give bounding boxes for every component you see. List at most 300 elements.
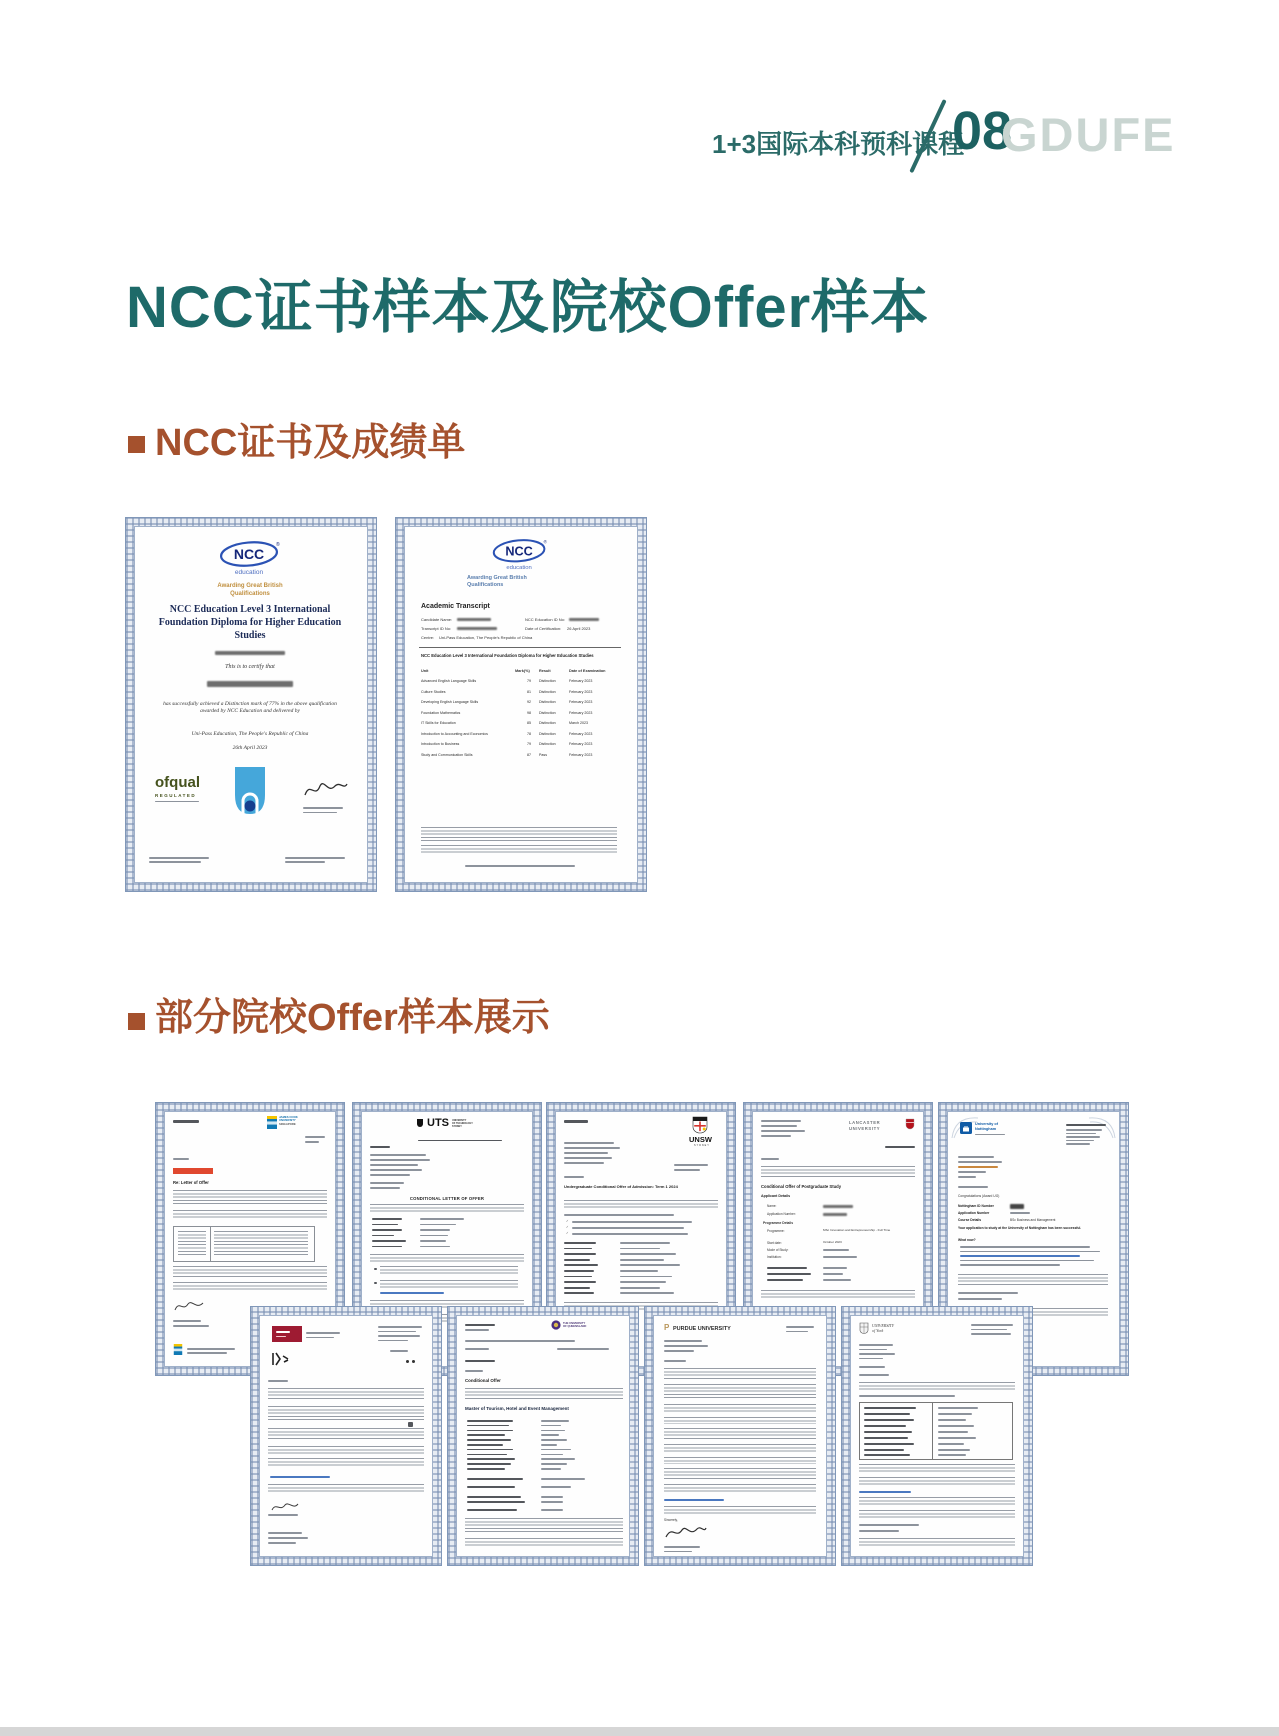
ncc-tagline-1: Awarding Great British <box>217 583 283 589</box>
text-line <box>378 1326 422 1328</box>
text-line <box>938 1449 970 1451</box>
text-line <box>467 1449 513 1451</box>
transcript-cell: Introduction to Business <box>421 742 460 746</box>
uts-logo-sub3: SYDNEY <box>452 1125 462 1128</box>
text-line <box>420 1224 456 1226</box>
text-line <box>372 1218 402 1220</box>
paragraph-lines <box>173 1266 327 1278</box>
paragraph-lines <box>859 1538 1015 1546</box>
paragraph-lines <box>761 1290 915 1300</box>
lancaster-shield-icon <box>905 1118 915 1130</box>
text-line <box>149 861 201 863</box>
text-line <box>564 1157 612 1159</box>
transcript-cell: February 2023 <box>569 731 593 736</box>
text-line <box>958 1166 998 1168</box>
text-line <box>408 1422 413 1427</box>
paragraph-lines <box>268 1388 424 1400</box>
paragraph-lines <box>859 1464 1015 1473</box>
text-line <box>370 1169 422 1171</box>
text-line <box>1066 1136 1100 1138</box>
text-line <box>572 1233 688 1235</box>
text-line <box>564 1162 604 1164</box>
text-line <box>864 1454 910 1456</box>
text-line <box>285 857 345 859</box>
ncc-tagline-2: Qualifications <box>230 590 270 597</box>
text-line <box>674 1164 708 1166</box>
unsw-logo-text: UNSW <box>689 1135 712 1144</box>
text-line <box>885 1146 915 1148</box>
text-line <box>467 1463 511 1465</box>
signature-mark <box>664 1523 708 1541</box>
text-line <box>467 1430 513 1432</box>
paragraph-lines <box>214 1231 308 1255</box>
uts-logo-sub1: UNIVERSITY <box>452 1119 467 1122</box>
brand-gdufe: GDUFE <box>1001 108 1176 161</box>
transcript-table-rows <box>421 679 625 769</box>
text-line <box>564 1214 674 1216</box>
centre-value: Uni-Pass Education, The People's Republic of China <box>439 635 533 640</box>
programme-details-label: Programme Details <box>763 1221 794 1225</box>
nottingham-id-label: Nottingham ID Number <box>958 1204 994 1208</box>
signature-mark <box>173 1298 209 1314</box>
text-line <box>859 1491 911 1493</box>
nottingham-logo-line2: Nottingham <box>975 1127 997 1131</box>
text-line <box>541 1439 567 1441</box>
text-line <box>864 1407 916 1409</box>
lancaster-logo-line1: LANCASTER <box>849 1120 881 1125</box>
text-line <box>173 1325 209 1327</box>
closing-line: Sincerely, <box>664 1518 678 1522</box>
text-line <box>1066 1140 1094 1142</box>
ncc-logo-subtext: education <box>506 564 532 571</box>
paragraph-lines <box>268 1446 424 1456</box>
text-line <box>620 1242 670 1244</box>
text-line <box>938 1443 964 1445</box>
text-line <box>268 1514 298 1516</box>
jcu-footer-logo <box>173 1344 183 1355</box>
text-line <box>541 1458 575 1460</box>
text-line <box>823 1256 857 1258</box>
university-logo-red-block <box>272 1326 302 1342</box>
text-line <box>823 1249 849 1251</box>
programme-title: NCC Education Level 3 International Foundation Diploma for Higher Education Studies <box>421 653 594 658</box>
logo-text-line <box>276 1331 290 1333</box>
course-details-value: BSc Business and Management <box>1010 1218 1056 1222</box>
paragraph-lines <box>380 1280 518 1288</box>
text-line <box>564 1287 590 1289</box>
dot-mark-icon <box>406 1360 409 1363</box>
uq-letter-heading: Conditional Offer <box>465 1378 501 1383</box>
text-line <box>761 1130 805 1132</box>
text-line <box>761 1135 791 1137</box>
paragraph-lines <box>465 1538 623 1546</box>
transcript-cell: 85 <box>527 721 531 725</box>
transcript-cell: 92 <box>527 700 531 704</box>
offer-details-table <box>859 1402 1013 1460</box>
text-line <box>664 1499 724 1501</box>
paragraph-lines <box>173 1282 327 1290</box>
paragraph-lines <box>421 827 617 841</box>
start-date-label: Start date: <box>767 1241 782 1245</box>
paragraph-lines <box>664 1506 816 1514</box>
text-line <box>864 1443 914 1445</box>
text-line <box>420 1235 448 1237</box>
text-line <box>859 1395 955 1397</box>
text-line <box>268 1542 296 1544</box>
text-line <box>268 1380 288 1382</box>
text-line <box>664 1546 700 1548</box>
paragraph-lines <box>859 1382 1015 1391</box>
text-line <box>859 1366 885 1368</box>
application-number-redacted <box>823 1213 847 1217</box>
check-icon <box>566 1219 570 1223</box>
paragraph-lines <box>370 1254 524 1263</box>
transcript-cell: Distinction <box>539 721 556 725</box>
text-line <box>372 1235 394 1237</box>
text-line <box>467 1509 517 1511</box>
text-line <box>541 1463 567 1465</box>
text-line <box>420 1240 446 1242</box>
ncc-tagline-2: Qualifications <box>467 582 504 588</box>
text-line <box>620 1287 660 1289</box>
text-line <box>467 1486 515 1488</box>
text-line <box>664 1345 708 1347</box>
text-line <box>173 1158 189 1160</box>
transcript-row <box>421 732 625 743</box>
text-line <box>938 1437 976 1439</box>
text-line <box>306 1332 340 1334</box>
ncc-logo-subtext: education <box>234 569 264 576</box>
text-line <box>465 1340 575 1342</box>
text-line <box>859 1530 899 1532</box>
text-line <box>1010 1212 1030 1214</box>
text-line <box>541 1509 563 1511</box>
paragraph-lines <box>859 1477 1015 1487</box>
text-line <box>564 1152 608 1154</box>
text-line <box>564 1259 590 1261</box>
transcript-row <box>421 679 625 690</box>
ofqual-regulated-label: REGULATED <box>155 793 197 798</box>
transcript-row <box>421 742 625 753</box>
text-line <box>467 1420 513 1422</box>
paragraph-lines <box>761 1166 915 1178</box>
jcu-logo-line1: JAMES COOK <box>279 1115 298 1119</box>
ncc-id-label: NCC Education ID No: <box>525 617 566 622</box>
text-line <box>958 1186 988 1188</box>
paragraph-lines <box>664 1384 816 1400</box>
check-icon <box>566 1225 570 1229</box>
transcript-cell: Pass <box>539 752 547 757</box>
check-icon <box>566 1231 570 1235</box>
text-line <box>938 1454 966 1456</box>
paragraph-lines <box>564 1200 718 1210</box>
candidate-name-redacted <box>457 618 491 622</box>
text-line <box>859 1344 893 1346</box>
text-line <box>859 1349 887 1351</box>
application-number-label: Application Number: <box>767 1212 796 1216</box>
text-line <box>938 1431 968 1433</box>
text-line <box>1066 1133 1096 1135</box>
york-logo-line1: UNIVERSITY <box>872 1323 894 1328</box>
paragraph-lines <box>664 1404 816 1413</box>
text-line <box>761 1120 801 1122</box>
text-line <box>620 1270 658 1272</box>
uts-letter-heading: CONDITIONAL LETTER OF OFFER <box>409 1196 485 1201</box>
text-line <box>268 1537 308 1539</box>
text-line <box>370 1174 410 1176</box>
text-line <box>370 1159 430 1161</box>
text-line <box>467 1478 523 1480</box>
page-header <box>0 0 1279 200</box>
text-line <box>467 1496 521 1498</box>
york-crest-icon <box>859 1322 869 1335</box>
logo-text-line <box>276 1336 286 1338</box>
lancaster-logo-line2: UNIVERSITY <box>849 1125 881 1131</box>
transcript-cell: Distinction <box>539 710 556 715</box>
york-logo-line2: of York <box>872 1328 884 1333</box>
transcript-id-redacted <box>457 627 497 631</box>
text-line <box>564 1120 588 1123</box>
transcript-cell: Distinction <box>539 679 556 683</box>
uts-emblem-icon <box>416 1118 424 1128</box>
text-line <box>541 1420 569 1422</box>
table-divider <box>932 1403 933 1459</box>
text-line <box>761 1158 779 1160</box>
text-line <box>541 1449 571 1451</box>
jcu-logo <box>267 1116 331 1134</box>
text-line <box>541 1478 585 1480</box>
text-line <box>467 1425 509 1427</box>
text-line <box>149 857 209 859</box>
certify-line: This is to certify that <box>225 664 275 670</box>
text-line <box>467 1439 511 1441</box>
text-line <box>958 1161 1002 1163</box>
transcript-cell: Foundation Mathematics <box>421 710 461 715</box>
text-line <box>664 1551 692 1553</box>
text-line <box>938 1425 974 1427</box>
transcript-cell: Distinction <box>539 689 556 694</box>
text-line <box>958 1171 986 1173</box>
text-line <box>859 1353 895 1355</box>
paragraph-lines <box>421 845 617 853</box>
text-line <box>378 1340 408 1342</box>
offer-letter-york <box>841 1306 1033 1566</box>
dot-mark-icon <box>412 1360 415 1363</box>
text-line <box>418 1140 502 1141</box>
text-line <box>467 1434 505 1436</box>
applicant-details-subheading: Applicant Details <box>761 1194 791 1198</box>
text-line <box>786 1331 808 1333</box>
text-line <box>541 1501 563 1503</box>
text-line <box>370 1164 418 1166</box>
paragraph-lines <box>268 1428 424 1440</box>
text-line <box>564 1248 592 1250</box>
redacted-highlight <box>173 1168 213 1174</box>
transcript-cell: February 2023 <box>569 742 593 746</box>
paragraph-lines <box>664 1468 816 1480</box>
text-line <box>960 1246 1090 1248</box>
uts-logo <box>416 1118 506 1138</box>
ncc-logo-text: NCC <box>505 544 533 559</box>
certificate-title: NCC Education Level 3 International Foundation Diploma for Higher Education Studies <box>158 604 342 642</box>
stamp-scribble-mark <box>270 1350 292 1370</box>
course-details-label: Course Details <box>958 1218 982 1222</box>
text-line <box>564 1264 598 1266</box>
ofqual-logo: ofqual <box>155 774 200 791</box>
transcript-cell: Distinction <box>539 700 556 704</box>
text-line <box>173 1320 201 1322</box>
divider <box>419 647 621 648</box>
paragraph-lines <box>958 1274 1108 1286</box>
text-line <box>372 1229 402 1231</box>
centre-line: Uni-Pass Education, The People's Republic of China <box>191 731 309 737</box>
offer-letter-uq <box>447 1306 639 1566</box>
text-line <box>541 1468 561 1470</box>
text-line <box>761 1125 797 1127</box>
text-line <box>541 1434 559 1436</box>
transcript-cell: February 2023 <box>569 700 593 704</box>
text-line <box>370 1182 404 1184</box>
transcript-cell: Distinction <box>539 731 556 736</box>
text-line <box>859 1524 919 1526</box>
text-line <box>786 1326 814 1328</box>
text-line <box>420 1246 450 1248</box>
text-line <box>467 1444 503 1446</box>
text-line <box>380 1292 444 1294</box>
text-line <box>767 1267 807 1269</box>
transcript-cell: Developing English Language Skills <box>421 700 479 704</box>
text-line <box>960 1251 1100 1253</box>
text-line <box>664 1350 694 1352</box>
programme-value: MSc Innovation and Entrepreneurship - Full Time <box>823 1228 891 1232</box>
certificate-transcript <box>395 517 647 892</box>
col-header-result: Result <box>539 669 551 673</box>
text-line <box>378 1331 416 1333</box>
transcript-cell: 79 <box>527 679 531 683</box>
text-line <box>370 1154 426 1156</box>
text-line <box>864 1413 910 1415</box>
transcript-cell: 79 <box>527 742 531 746</box>
text-line <box>270 1476 330 1478</box>
text-line <box>938 1407 978 1409</box>
paragraph-lines <box>268 1484 424 1494</box>
nottingham-logo-line1: University of <box>975 1122 998 1126</box>
paragraph-lines <box>664 1417 816 1424</box>
ncc-education-logo <box>491 535 549 572</box>
ncc-id-redacted <box>569 618 599 622</box>
text-line <box>564 1142 614 1144</box>
text-line <box>664 1360 686 1362</box>
text-line <box>564 1176 584 1178</box>
text-line <box>467 1454 507 1456</box>
text-line <box>620 1253 676 1255</box>
uts-logo-text: UTS <box>427 1117 449 1129</box>
text-line <box>370 1187 400 1189</box>
offer-letter-red-crest-content <box>259 1315 433 1557</box>
course-label: 1+3国际本科预科课程 <box>712 129 965 159</box>
jcu-logo-line2: UNIVERSITY <box>279 1118 296 1123</box>
paragraph-lines <box>664 1428 816 1440</box>
offer-letter-uq-content <box>456 1315 630 1557</box>
transcript-cell: Advanced English Language Skills <box>421 679 477 683</box>
text-line <box>958 1292 1018 1294</box>
transcript-cell: March 2023 <box>569 721 588 725</box>
offer-letter-purdue <box>644 1306 836 1566</box>
text-line <box>305 1136 325 1138</box>
name-label: Name: <box>767 1204 777 1208</box>
paragraph-lines <box>859 1497 1015 1506</box>
text-line <box>971 1333 1011 1335</box>
text-line <box>572 1221 692 1223</box>
transcript-cell: Introduction to Accounting and Economics <box>421 731 488 736</box>
programme-label: Programme: <box>767 1229 785 1233</box>
nottingham-castle-icon <box>960 1122 972 1134</box>
paragraph-lines <box>465 1518 623 1532</box>
text-line <box>823 1273 843 1275</box>
transcript-cell: 87 <box>527 752 531 757</box>
text-line <box>620 1276 672 1278</box>
paragraph-lines <box>465 1388 623 1400</box>
text-line <box>1066 1143 1090 1145</box>
text-line <box>305 1141 319 1143</box>
section-heading-offers <box>128 995 828 1051</box>
text-line <box>823 1279 851 1281</box>
text-line <box>620 1248 660 1250</box>
box-divider <box>210 1227 211 1261</box>
nottingham-id-redacted <box>1010 1204 1024 1209</box>
transcript-cell: February 2023 <box>569 710 593 715</box>
transcript-row <box>421 690 625 701</box>
certificate-footer-lines <box>135 527 365 880</box>
registered-mark: ® <box>543 539 547 545</box>
text-line <box>372 1240 406 1242</box>
text-line <box>541 1425 561 1427</box>
text-line <box>864 1437 908 1439</box>
uq-logo-line1: THE UNIVERSITY <box>563 1321 586 1325</box>
text-line <box>823 1267 847 1269</box>
candidate-name-label: Candidate Name: <box>421 617 453 622</box>
text-line <box>958 1298 1002 1300</box>
text-line <box>285 861 325 863</box>
transcript-id-label: Transcript ID No: <box>421 626 452 631</box>
transcript-cell: Culture Studies <box>421 689 446 694</box>
certificate-diploma-content <box>134 526 368 883</box>
col-header-date: Date of Examination <box>569 669 606 673</box>
centre-label: Centre: <box>421 635 435 640</box>
offer-letter-purdue-content <box>653 1315 827 1557</box>
text-line <box>467 1458 515 1460</box>
paragraph-lines <box>664 1457 816 1464</box>
paragraph-lines <box>178 1231 206 1255</box>
institution-label: Institution: <box>767 1255 782 1259</box>
mode-of-study-label: Mode of Study: <box>767 1248 789 1252</box>
text-line <box>620 1259 664 1261</box>
name-redacted <box>823 1205 853 1209</box>
paragraph-lines <box>173 1210 327 1220</box>
jcu-shield-icon <box>267 1116 277 1129</box>
text-line <box>960 1264 1060 1266</box>
text-line <box>541 1486 571 1488</box>
ncc-logo-text: NCC <box>233 546 265 562</box>
unsw-logo-sub: SYDNEY <box>694 1144 710 1147</box>
text-line <box>465 865 575 867</box>
text-line <box>958 1176 976 1178</box>
text-line <box>864 1425 906 1427</box>
jcu-letter-heading: Re: Letter of Offer <box>173 1180 209 1185</box>
text-line <box>1066 1129 1102 1131</box>
transcript-cell: 81 <box>527 689 531 694</box>
offer-letter-york-content <box>850 1315 1024 1557</box>
